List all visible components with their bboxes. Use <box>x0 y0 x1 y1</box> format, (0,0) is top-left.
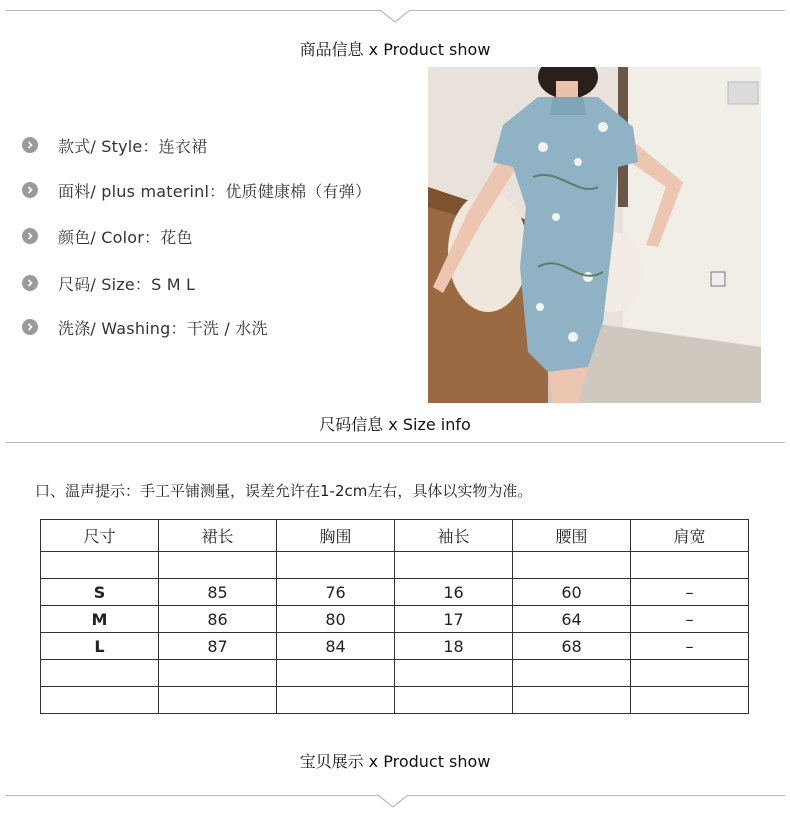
table-cell: – <box>631 633 749 660</box>
chevron-right-icon <box>22 275 38 291</box>
table-cell: 80 <box>277 606 395 633</box>
spec-item-size <box>22 272 195 294</box>
table-cell-size: L <box>41 633 159 660</box>
size-info-title: 尺码信息 x Size info <box>319 415 471 434</box>
product-info-title: 商品信息 x Product show <box>299 40 491 59</box>
table-cell <box>41 687 159 714</box>
chevron-right-icon <box>22 182 38 198</box>
table-cell: 85 <box>159 579 277 606</box>
table-cell <box>277 660 395 687</box>
table-cell: 18 <box>395 633 513 660</box>
table-header-cell: 胸围 <box>277 520 395 552</box>
table-row <box>41 633 749 660</box>
table-cell <box>513 660 631 687</box>
bottom-divider-notch <box>378 795 408 809</box>
table-cell: 68 <box>513 633 631 660</box>
spec-text: 款式/ Style：连衣裙 <box>58 136 208 156</box>
table-cell <box>631 687 749 714</box>
table-row <box>41 552 749 579</box>
spec-text: 尺码/ Size：S M L <box>58 274 196 294</box>
spec-text: 洗涤/ Washing：干洗 / 水洗 <box>58 318 268 338</box>
product-photo <box>428 67 761 403</box>
table-cell-size: M <box>41 606 159 633</box>
middle-divider <box>5 442 785 443</box>
table-cell <box>395 687 513 714</box>
chevron-right-icon <box>22 228 38 244</box>
chevron-right-icon <box>22 319 38 335</box>
table-cell: 64 <box>513 606 631 633</box>
table-header-cell: 袖长 <box>395 520 513 552</box>
table-cell <box>277 687 395 714</box>
table-header-row <box>41 520 749 552</box>
top-divider-notch <box>380 10 410 24</box>
table-cell <box>395 660 513 687</box>
table-row <box>41 687 749 714</box>
product-display-title: 宝贝展示 x Product show <box>299 752 491 771</box>
table-cell-size: S <box>41 579 159 606</box>
table-row <box>41 660 749 687</box>
table-header-cell: 裙长 <box>159 520 277 552</box>
spec-text: 面料/ plus materinl：优质健康棉（有弹） <box>58 181 372 201</box>
spec-item-color <box>22 225 193 247</box>
chevron-right-icon <box>22 137 38 153</box>
table-cell: 16 <box>395 579 513 606</box>
table-cell: 84 <box>277 633 395 660</box>
table-cell <box>631 660 749 687</box>
table-header-cell: 尺寸 <box>41 520 159 552</box>
table-row <box>41 579 749 606</box>
size-table <box>40 519 749 714</box>
table-row <box>41 606 749 633</box>
table-cell <box>395 552 513 579</box>
table-cell: 76 <box>277 579 395 606</box>
spec-text: 颜色/ Color：花色 <box>58 227 193 247</box>
spec-item-style <box>22 134 207 156</box>
table-cell <box>159 552 277 579</box>
table-cell: – <box>631 579 749 606</box>
table-cell <box>631 552 749 579</box>
table-cell: 17 <box>395 606 513 633</box>
measurement-note: 口、温声提示：手工平铺测量，误差允许在1-2cm左右，具体以实物为准。 <box>35 482 533 500</box>
table-cell <box>159 687 277 714</box>
spec-item-washing <box>22 316 268 338</box>
table-cell: 87 <box>159 633 277 660</box>
table-header-cell: 腰围 <box>513 520 631 552</box>
table-cell: 60 <box>513 579 631 606</box>
table-cell <box>277 552 395 579</box>
table-cell <box>513 552 631 579</box>
spec-item-material <box>22 179 371 201</box>
table-cell: – <box>631 606 749 633</box>
table-cell <box>41 660 159 687</box>
table-header-cell: 肩宽 <box>631 520 749 552</box>
table-cell <box>159 660 277 687</box>
table-cell <box>513 687 631 714</box>
table-cell <box>41 552 159 579</box>
table-cell: 86 <box>159 606 277 633</box>
